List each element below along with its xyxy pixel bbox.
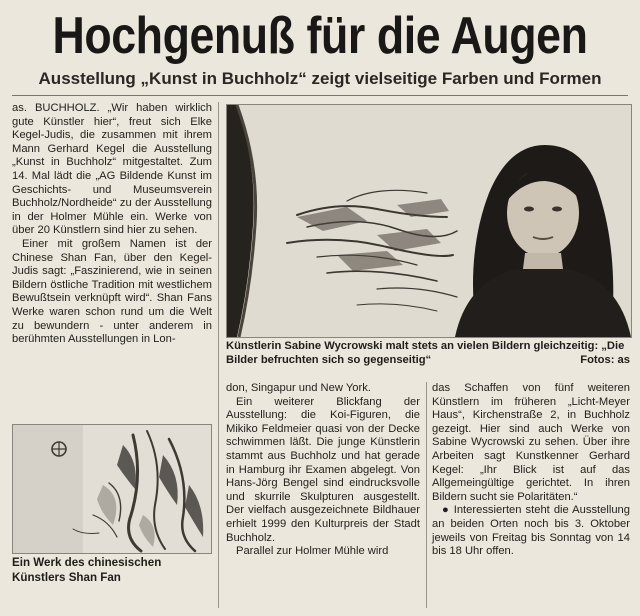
- column-3-paragraph-2: ● Interessierten steht die Ausstellung an beiden Orten noch bis 3. Oktober jeweils von Freitag bis Sonntag von 14 bis 18 Uhr offen.: [432, 504, 630, 558]
- artist-portrait-image: [227, 105, 631, 337]
- artwork-caption: Ein Werk des chinesischen Künstlers Shan Fan: [12, 556, 162, 584]
- column-divider: [426, 382, 427, 608]
- column-2-paragraph-1: don, Singapur und New York.: [226, 382, 371, 394]
- portrait-caption-text: Künstlerin Sabine Wycrowski malt stets an vielen Bildern gleichzeitig: „Die Bilder befruchten sich so gegenseitig“: [226, 340, 625, 366]
- artwork-photo: [12, 424, 212, 554]
- headline: Hochgenuß für die Augen: [52, 7, 588, 65]
- column-1-paragraph-1: as. BUCHHOLZ. „Wir haben wirklich gute Künstler hier“, freut sich Elke Kegel-Judis, die zusammen mit ihrem Mann Gerhard Kegel die Ausstellung „Kunst in Buchholz“ mitgestaltet. Zum 14. Mal lädt die „AG Bildende Kunst im Geschichts- und Museumsverein Buchholz/Nordheide“ zu der Ausstellung in der Holmer Mühle ein. Werke von über 20 Künstlern sind hier zu sehen.: [12, 102, 212, 237]
- column-1-paragraph-2: Einer mit großem Namen ist der Chinese Shan Fan, über den Kegel-Judis sagt: „Faszinierend, wie in seinen Bildern östliche Tradition mit westlichem Bewußtsein verknüpft wird“. Shan Fans Werke waren schon rund um die Welt zu bewundern - unter anderem in berühmten Ausstellungen in Lon-: [12, 237, 212, 346]
- header-rule: [12, 95, 628, 96]
- column-3-paragraph-1: das Schaffen von fünf weiteren Künstlern im früheren „Licht-Meyer Haus“, Kirchenstraße 2, in Buchholz gezeigt. Hier sind auch Werke von Sabine Wycrowski zu sehen. Über ihre Arbeiten sagt Kunstkenner Gerhard Kegel: „Ihr Blick ist auf das Allgemeingültige gerichtet. In ihren Bildern sucht sie Polaritäten.“: [432, 382, 630, 503]
- column-2: [226, 382, 420, 610]
- artist-portrait-photo: [226, 104, 632, 338]
- column-3: [432, 382, 630, 610]
- artwork-image: [13, 425, 211, 553]
- photo-credit: Fotos: as: [580, 354, 630, 366]
- portrait-caption: [226, 339, 630, 367]
- column-divider: [218, 102, 219, 608]
- column-2-paragraph-2: Ein weiterer Blickfang der Ausstellung: die Koi-Figuren, die Mikiko Feldmeier quasi von der Decke schwimmen läßt. Die junge Künstlerin stammt aus Buchholz und hat gerade in Hamburg ihr Examen abgelegt. Von Hans-Jörg Bengel sind eindrucksvolle und skurrile Skulpturen ausgestellt. Der vielfach ausgezeichnete Bildhauer erhielt 1999 den Kulturpreis der Stadt Buchholz.: [226, 395, 420, 544]
- column-2-paragraph-3: Parallel zur Holmer Mühle wird: [236, 545, 389, 558]
- column-1: [12, 102, 212, 418]
- subheadline: Ausstellung „Kunst in Buchholz“ zeigt vielseitige Farben und Formen: [38, 69, 602, 88]
